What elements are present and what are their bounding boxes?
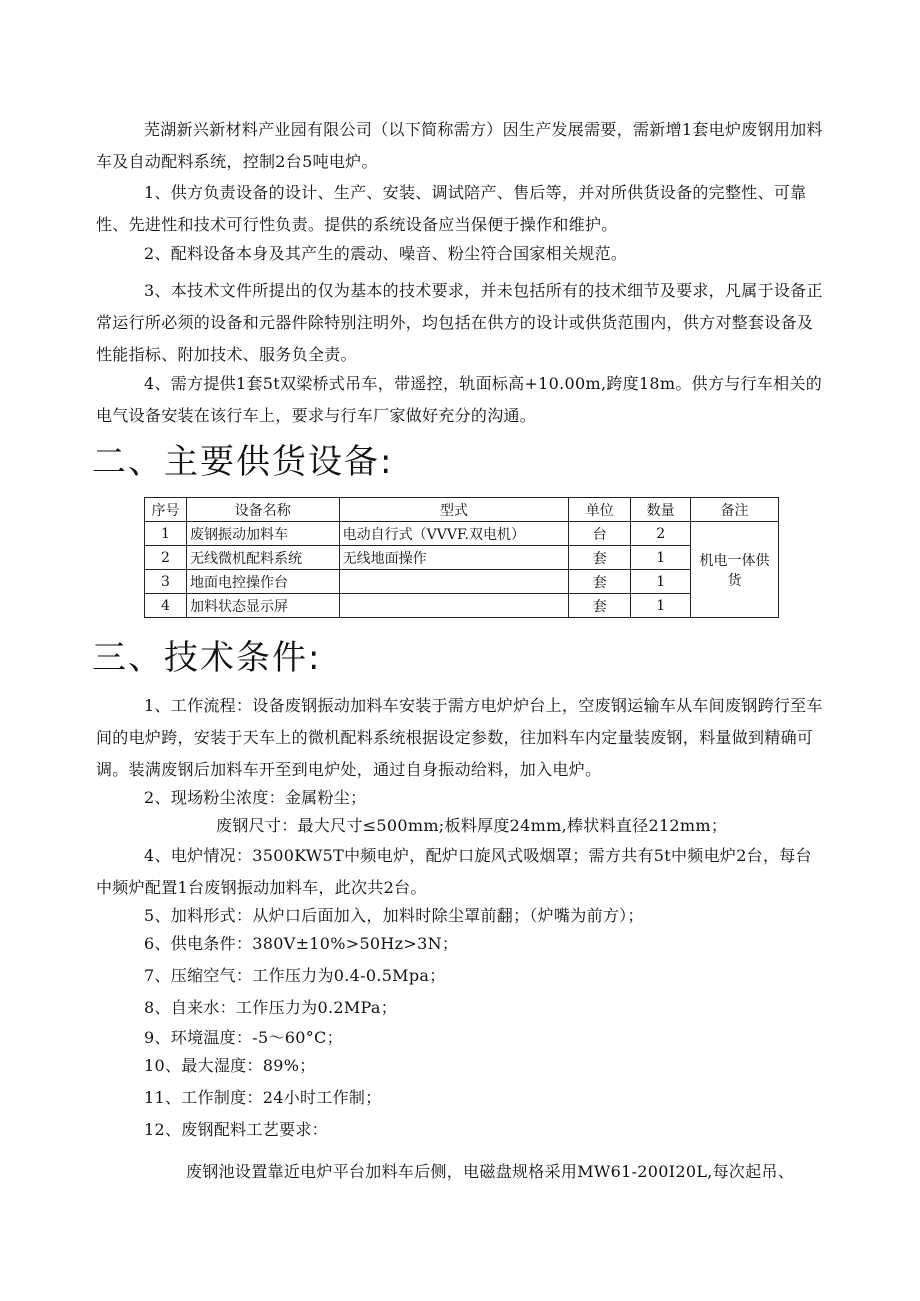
cell-no: 3 [145,570,187,594]
table-row [145,570,779,594]
condition-10: 10、最大湿度：89%； [144,1056,316,1075]
condition-11: 11、工作制度：24小时工作制； [144,1088,382,1107]
cell-name: 加料状态显示屏 [186,594,339,618]
requirement-4: 4、需方提供1套5t双梁桥式吊车，带遥控，轨面标高+10.00m,跨度18m。供方与行车相关的电气设备安装在该行车上，要求与行车厂家做好充分的沟通。 [96,374,823,425]
condition-7: 7、压缩空气：工作压力为0.4-0.5Mpa； [144,966,446,985]
cell-unit: 套 [569,546,631,570]
header-remark: 备注 [691,498,779,522]
condition-8: 8、自来水：工作压力为0.2MPa； [144,998,397,1017]
intro-paragraph: 芜湖新兴新材料产业园有限公司（以下简称需方）因生产发展需要，需新增1套电炉废钢用加料车及自动配料系统，控制2台5吨电炉。 [96,120,823,171]
cell-qty: 1 [631,570,691,594]
condition-2-scrap-size: 废钢尺寸：最大尺寸≤500mm;板料厚度24mm,棒状料直径212mm； [216,816,728,835]
header-unit: 单位 [569,498,631,522]
cell-type: 无线地面操作 [339,546,569,570]
section-2-heading: 二、主要供货设备: [92,442,394,482]
cell-name: 无线微机配料系统 [186,546,339,570]
table-header-row [145,498,779,522]
cell-name: 废钢振动加料车 [186,522,339,546]
requirement-3: 3、本技术文件所提出的仅为基本的技术要求，并未包括所有的技术细节及要求，凡属于设备正常运行所必须的设备和元器件除特别注明外，均包括在供方的设计或供货范围内，供方对整套设备及性能指标、附加技术、服务负全责。 [96,281,823,364]
header-name: 设备名称 [186,498,339,522]
condition-5: 5、加料形式：从炉口后面加入，加料时除尘罩前翻；（炉嘴为前方）； [144,906,644,925]
cell-name: 地面电控操作台 [186,570,339,594]
condition-9: 9、环境温度：-5～60°C； [144,1028,343,1047]
cell-type [339,594,569,618]
header-type: 型式 [339,498,569,522]
header-qty: 数量 [631,498,691,522]
header-no: 序号 [145,498,187,522]
cell-unit: 套 [569,594,631,618]
cell-qty: 2 [631,522,691,546]
condition-2: 2、现场粉尘浓度：金属粉尘； [144,788,367,807]
condition-6: 6、供电条件：380V±10%>50Hz>3N； [144,934,459,953]
table-row [145,522,779,546]
cell-remark: 机电一体供货 [691,522,779,618]
equipment-table [144,497,779,618]
cell-type [339,570,569,594]
cell-no: 2 [145,546,187,570]
cell-qty: 1 [631,594,691,618]
cell-unit: 套 [569,570,631,594]
cell-unit: 台 [569,522,631,546]
table-row [145,594,779,618]
cell-qty: 1 [631,546,691,570]
cell-type: 电动自行式（VVVF.双电机） [339,522,569,546]
section-3-heading: 三、技术条件: [92,638,322,678]
condition-12: 12、废钢配料工艺要求： [144,1120,328,1139]
cell-no: 4 [145,594,187,618]
requirement-1: 1、供方负责设备的设计、生产、安装、调试陪产、售后等，并对所供货设备的完整性、可靠性、先进性和技术可行性负责。提供的系统设备应当保便于操作和维护。 [96,183,807,234]
condition-4: 4、电炉情况：3500KW5T中频电炉，配炉口旋风式吸烟罩；需方共有5t中频电炉2台，每台中频炉配置1台废钢振动加料车，此次共2台。 [96,846,812,897]
condition-1: 1、工作流程：设备废钢振动加料车安装于需方电炉炉台上，空废钢运输车从车间废钢跨行至车间的电炉跨，安装于天车上的微机配料系统根据设定参数，往加料车内定量装废钢，料量做到精确可调。装满废钢后加料车开至到电炉处，通过自身振动给料，加入电炉。 [96,696,823,779]
condition-12-detail: 废钢池设置靠近电炉平台加料车后侧，电磁盘规格采用MW61-200I20L,每次起吊、 [186,1162,795,1181]
requirement-2: 2、配料设备本身及其产生的震动、噪音、粉尘符合国家相关规范。 [144,244,628,263]
cell-no: 1 [145,522,187,546]
table-row [145,546,779,570]
